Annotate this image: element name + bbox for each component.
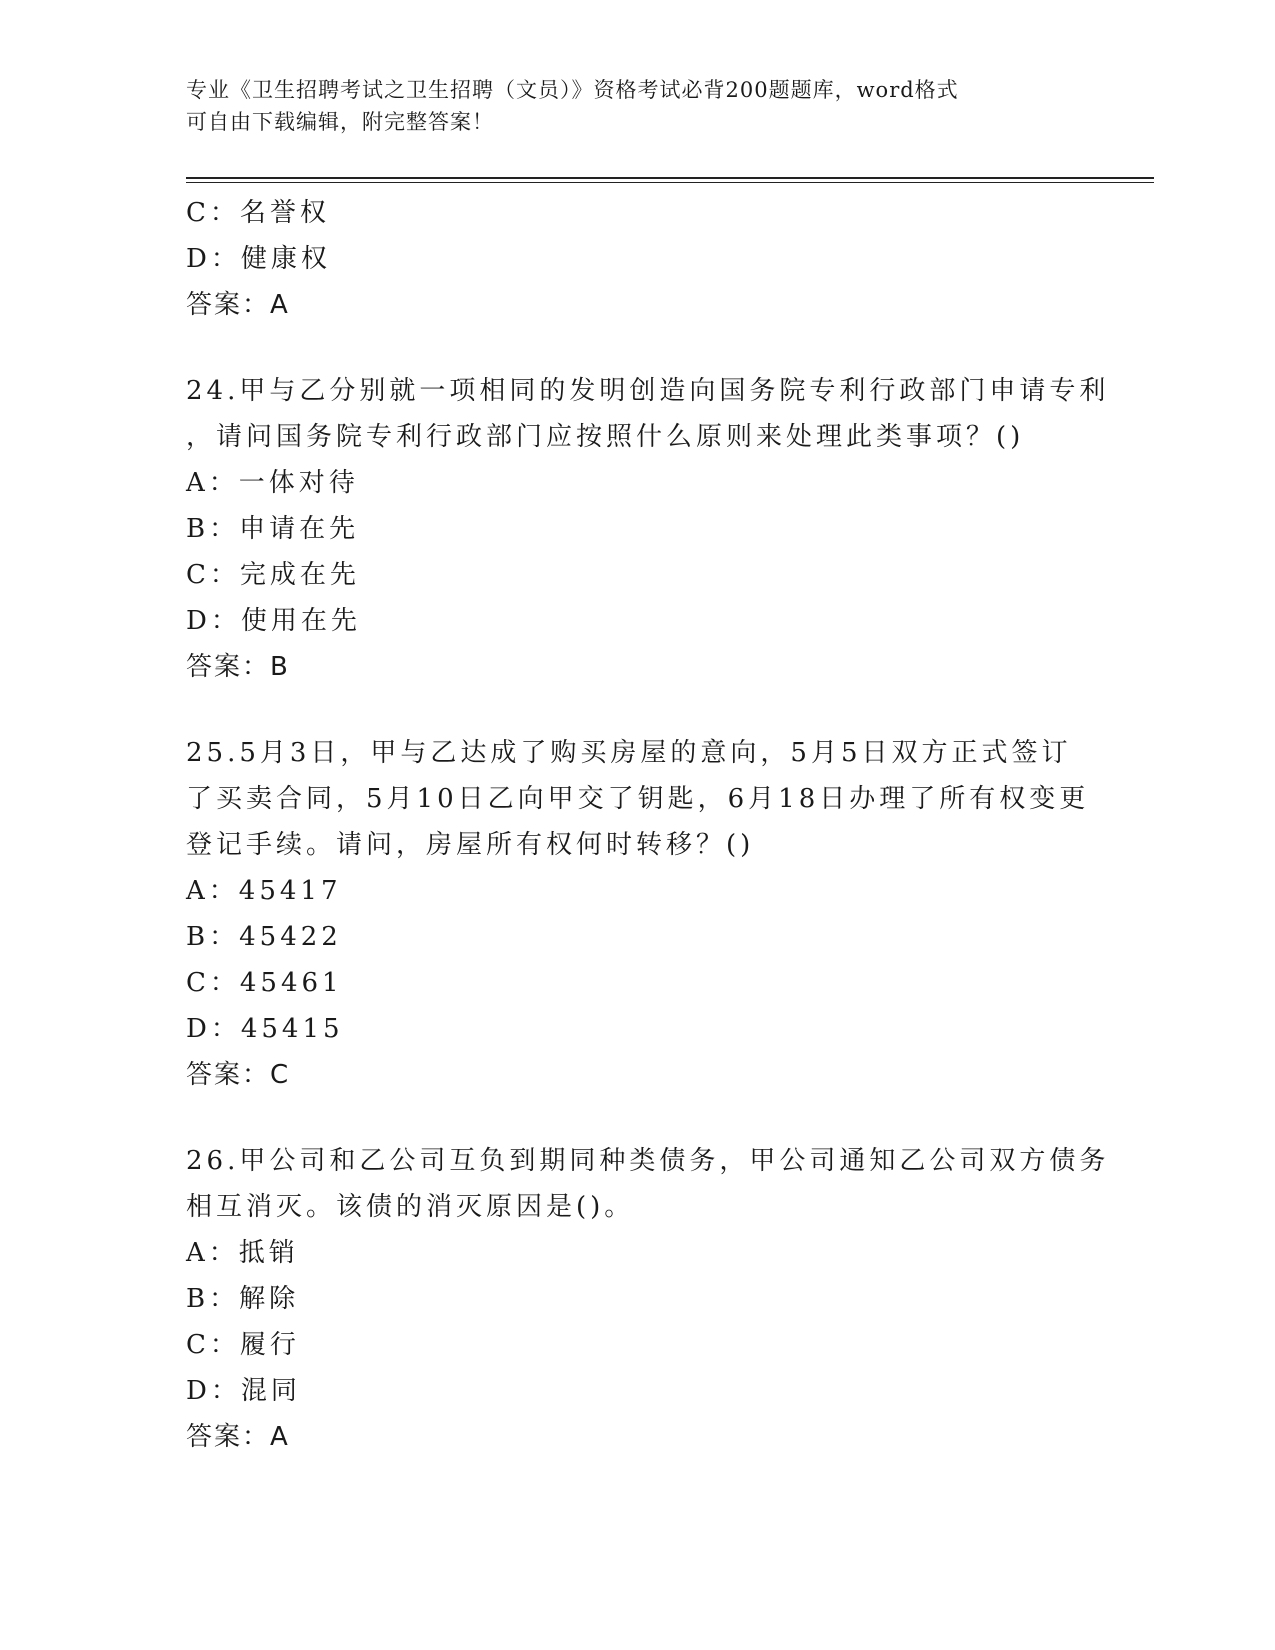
- question-text-line: 25.5月3日，甲与乙达成了购买房屋的意向，5月5日双方正式签订: [186, 738, 1072, 768]
- answer-line: 答案：A: [186, 1422, 290, 1452]
- answer-line: 答案：B: [186, 652, 290, 682]
- option-b: B：解除: [186, 1284, 300, 1314]
- header-divider-thick: [186, 177, 1154, 179]
- question-text-line: 了买卖合同，5月10日乙向甲交了钥匙，6月18日办理了所有权变更: [186, 784, 1090, 814]
- option-c: C：名誉权: [186, 198, 330, 228]
- question-block-26: [186, 1138, 1146, 1460]
- header-line-2: 可自由下载编辑，附完整答案！: [186, 110, 494, 134]
- option-d: D：健康权: [186, 244, 331, 274]
- question-text-line: 相互消灭。该债的消灭原因是()。: [186, 1192, 635, 1222]
- option-d: D：混同: [186, 1376, 301, 1406]
- option-a: A：一体对待: [186, 468, 359, 498]
- option-b: B：申请在先: [186, 514, 360, 544]
- question-block-25: [186, 730, 1146, 1098]
- header-divider-thin: [186, 182, 1154, 183]
- prev-question-block: [186, 190, 1146, 328]
- option-b: B：45422: [186, 922, 342, 952]
- question-text-line: ，请问国务院专利行政部门应按照什么原则来处理此类事项？(): [186, 422, 1025, 452]
- question-content: [186, 190, 1146, 1460]
- option-d: D：使用在先: [186, 606, 361, 636]
- answer-line: 答案：C: [186, 1060, 291, 1090]
- question-text-line: 登记手续。请问，房屋所有权何时转移？(): [186, 830, 755, 860]
- header-line-1: 专业《卫生招聘考试之卫生招聘（文员）》资格考试必背200题题库，word格式: [186, 78, 959, 102]
- option-c: C：完成在先: [186, 560, 360, 590]
- question-text-line: 26.甲公司和乙公司互负到期同种类债务，甲公司通知乙公司双方债务: [186, 1146, 1110, 1176]
- option-c: C：履行: [186, 1330, 300, 1360]
- answer-line: 答案：A: [186, 290, 290, 320]
- option-c: C：45461: [186, 968, 343, 998]
- question-block-24: [186, 368, 1146, 690]
- option-a: A：抵销: [186, 1238, 299, 1268]
- option-d: D：45415: [186, 1014, 344, 1044]
- question-text-line: 24.甲与乙分别就一项相同的发明创造向国务院专利行政部门申请专利: [186, 376, 1110, 406]
- option-a: A：45417: [186, 876, 342, 906]
- document-header: [186, 74, 1086, 138]
